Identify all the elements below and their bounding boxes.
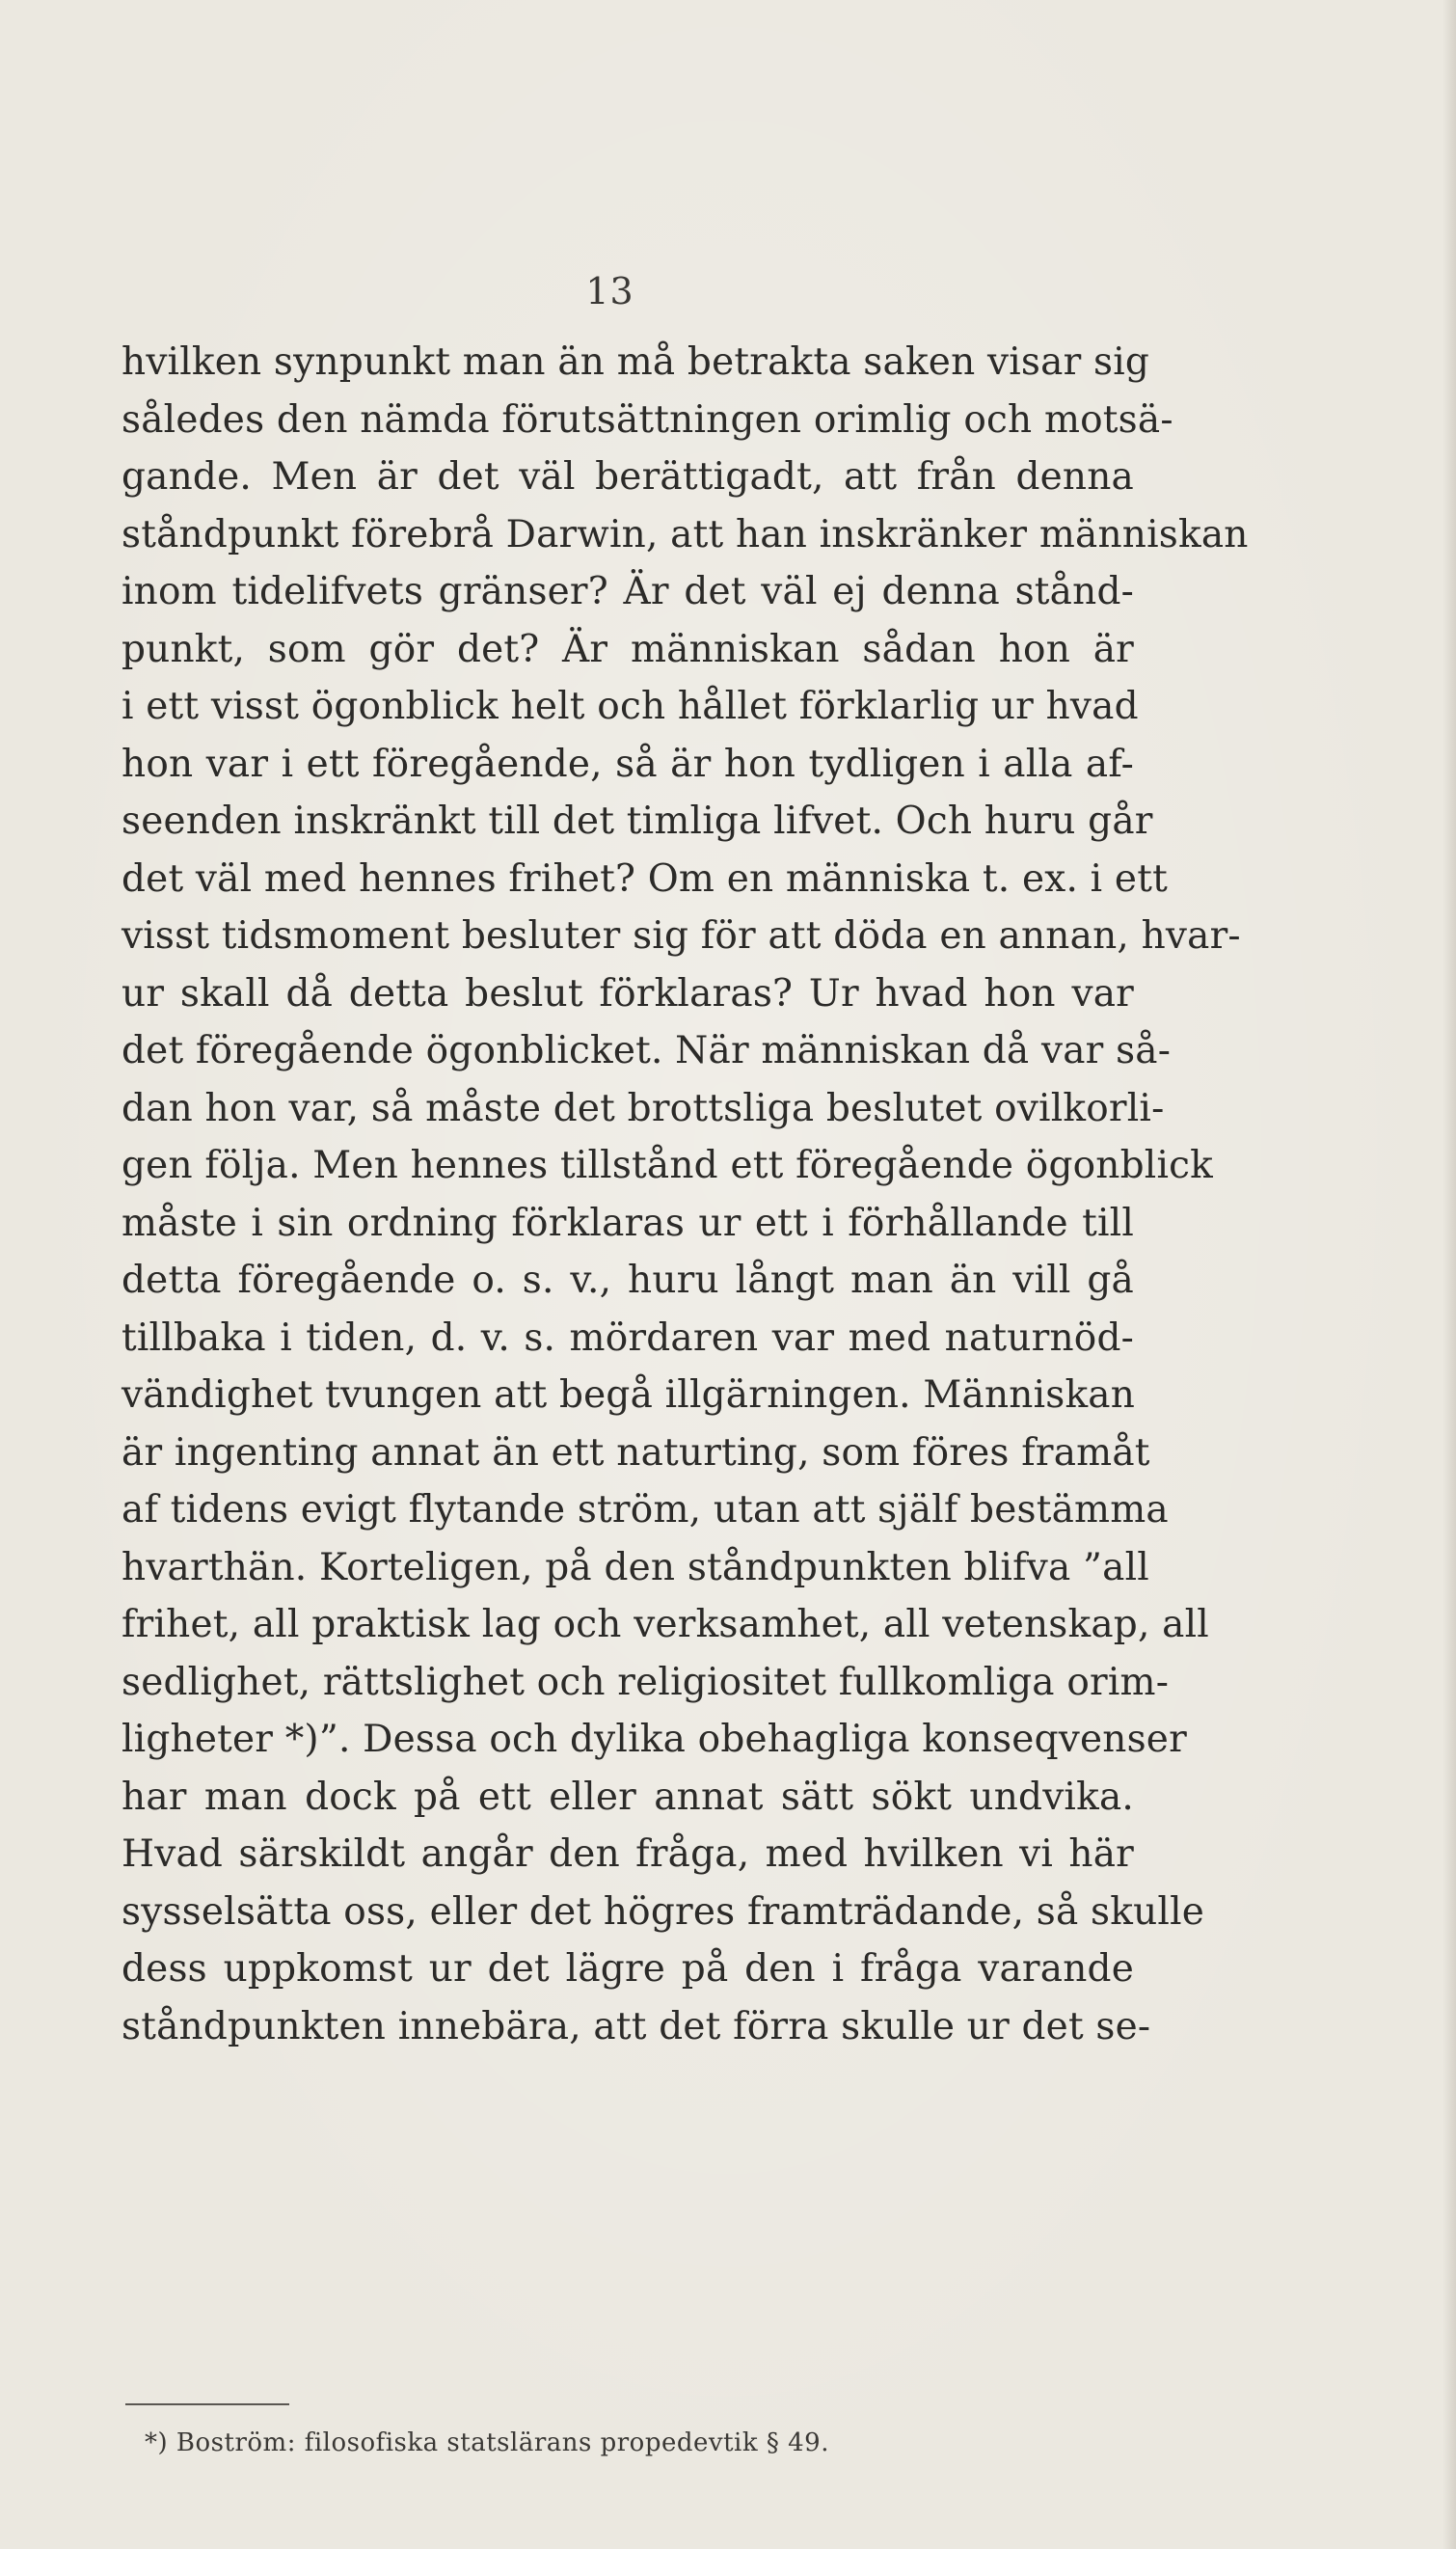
text-line: af tidens evigt flytande ström, utan att själf bestämma (121, 1488, 1169, 1532)
footnote-divider (125, 2403, 289, 2405)
text-line: frihet, all praktisk lag och verksamhet, all vetenskap, all (121, 1603, 1209, 1646)
text-line: vändighet tvungen att begå illgärningen. Människan (121, 1373, 1136, 1417)
text-line: seenden inskränkt till det timliga lifvet. Och huru går (121, 800, 1153, 843)
page-edge-shadow (1443, 0, 1456, 2549)
text-line: dess uppkomst ur det lägre på den i fråga varande (121, 1947, 1134, 1991)
text-line: inom tidelifvets gränser? Är det väl ej denna stånd- (121, 570, 1134, 613)
text-line: hvarthän. Korteligen, på den ståndpunkten blifva ”all (121, 1545, 1149, 1589)
text-line: hvilken synpunkt man än må betrakta saken visar sig (121, 340, 1150, 384)
text-line: ligheter *)”. Dessa och dylika obehagliga konseqvenser (121, 1718, 1187, 1761)
text-line: dan hon var, så måste det brottsliga beslutet ovilkorli- (121, 1086, 1165, 1130)
text-line: ur skall då detta beslut förklaras? Ur hvad hon var (121, 971, 1134, 1016)
text-line: i ett visst ögonblick helt och hållet förklarlig ur hvad (121, 685, 1139, 728)
text-line: således den nämda förutsättningen orimlig och motsä- (121, 397, 1173, 442)
text-line: sedlighet, rättslighet och religiositet fullkomliga orim- (121, 1660, 1170, 1704)
text-line: det väl med hennes frihet? Om en människa t. ex. i ett (121, 856, 1168, 901)
page-number: 13 (585, 270, 634, 312)
text-line: gande. Men är det väl berättigadt, att från denna (121, 455, 1134, 499)
text-line: har man dock på ett eller annat sätt sökt undvika. (121, 1775, 1134, 1819)
text-line: ståndpunkt förebrå Darwin, att han inskränker människan (121, 512, 1249, 556)
text-line: visst tidsmoment besluter sig för att döda en annan, hvar- (121, 914, 1241, 958)
text-line: det föregående ögonblicket. När människan då var så- (121, 1029, 1172, 1072)
text-line: tillbaka i tiden, d. v. s. mördaren var med naturnöd- (121, 1315, 1134, 1360)
text-line: ståndpunkten innebära, att det förra skulle ur det se- (121, 2004, 1151, 2048)
text-line: detta föregående o. s. v., huru långt man än vill gå (121, 1259, 1134, 1302)
text-line: Hvad särskildt angår den fråga, med hvilken vi här (121, 1832, 1134, 1876)
text-line: sysselsätta oss, eller det högres framträdande, så skulle (121, 1889, 1205, 1934)
text-line: är ingenting annat än ett naturting, som föres framåt (121, 1430, 1150, 1475)
footnote: *) Boström: filosofiska statslärans propedevtik § 49. (145, 2428, 829, 2457)
body-text (121, 334, 1249, 2055)
text-line: punkt, som gör det? Är människan sådan hon är (121, 627, 1134, 671)
text-line: hon var i ett föregående, så är hon tydligen i alla af- (121, 742, 1134, 786)
text-line: gen följa. Men hennes tillstånd ett föregående ögonblick (121, 1144, 1213, 1187)
text-line: måste i sin ordning förklaras ur ett i förhållande till (121, 1201, 1134, 1245)
